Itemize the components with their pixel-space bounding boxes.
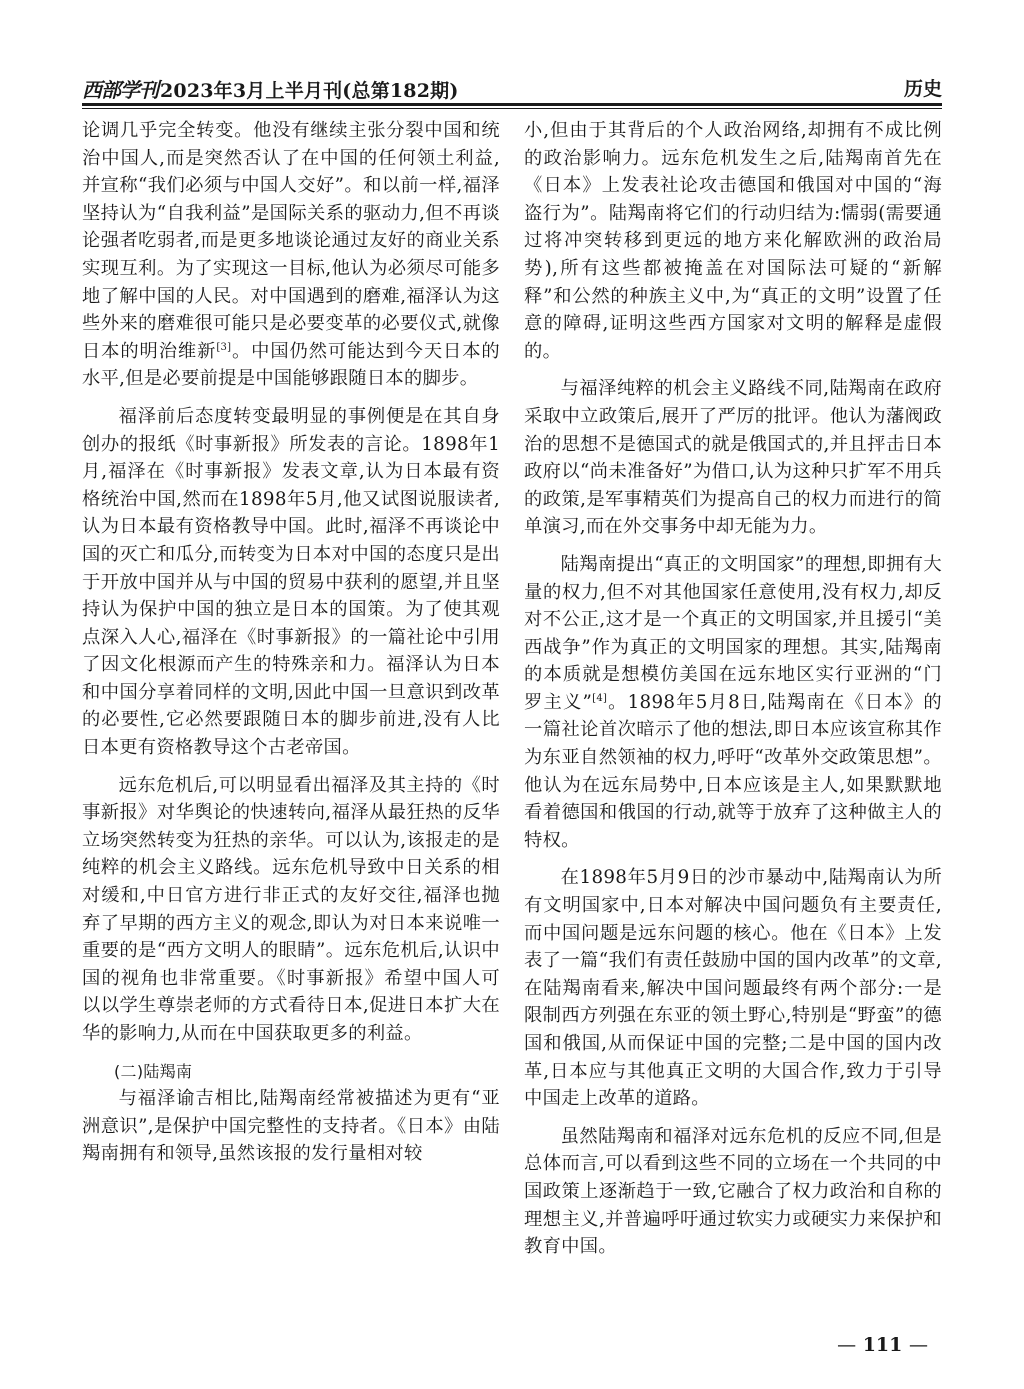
paragraph: 与福泽谕吉相比,陆羯南经常被描述为更有“亚洲意识”,是保护中国完整性的支持者。《日本》由陆羯南拥有和领导,虽然该报的发行量相对较 (82, 1088, 500, 1165)
right-column (524, 117, 942, 1261)
paragraph: 小,但由于其背后的个人政治网络,却拥有不成比例的政治影响力。远东危机发生之后,陆羯南首先在《日本》上发表社论攻击德国和俄国对中国的“海盗行为”。陆羯南将它们的行动归结为:懦弱(需要通过将冲突转移到更远的地方来化解欧洲的政治局势),所有这些都被掩盖在对国际法可疑的“新解释”和公然的种族主义中,为“真正的文明”设置了任意的障碍,证明这些西方国家对文明的解释是虚假的。 (524, 120, 942, 362)
header-rule-thin (82, 108, 942, 109)
paragraph: 在1898年5月9日的沙市暴动中,陆羯南认为所有文明国家中,日本对解决中国问题负有主要责任,而中国问题是远东问题的核心。他在《日本》上发表了一篇“我们有责任鼓励中国的国内改革”的文章,在陆羯南看来,解决中国问题最终有两个部分:一是限制西方列强在东亚的领土野心,特别是“野蛮”的德国和俄国,从而保证中国的完整;二是中国的国内改革,日本应与其他真正文明的大国合作,致力于引导中国走上改革的道路。 (524, 867, 942, 1110)
running-header (82, 68, 942, 108)
left-column (82, 117, 500, 1168)
journal-issue-line (82, 74, 459, 103)
section-title: 历史 (903, 78, 942, 100)
header-rule-thick (82, 103, 942, 106)
paragraph: 论调几乎完全转变。他没有继续主张分裂中国和统治中国人,而是突然否认了在中国的任何领土利益,并宣称“我们必须与中国人交好”。和以前一样,福泽坚持认为“自我利益”是国际关系的驱动力,但不再谈论强者吃弱者,而是更多地谈论通过友好的商业关系实现互利。为了实现这一目标,他认为必须尽可能多地了解中国的人民。对中国遇到的磨难,福泽认为这些外来的磨难很可能只是必要变革的必要仪式,就像日本的明治维新[3]。中国仍然可能达到今天日本的水平,但是必要前提是中国能够跟随日本的脚步。 (82, 120, 500, 390)
page-number: — 111 — (837, 1334, 928, 1356)
paragraph: 福泽前后态度转变最明显的事例便是在其自身创办的报纸《时事新报》所发表的言论。1898年1月,福泽在《时事新报》发表文章,认为日本最有资格统治中国,然而在1898年5月,他又试图说服读者,认为日本最有资格教导中国。此时,福泽不再谈论中国的灭亡和瓜分,而转变为日本对中国的态度只是出于开放中国并从与中国的贸易中获利的愿望,并且坚持认为保护中国的独立是日本的国策。为了使其观点深入人心,福泽在《时事新报》的一篇社论中引用了因文化根源而产生的特殊亲和力。福泽认为日本和中国分享着同样的文明,因此中国一旦意识到改革的必要性,它必然要跟随日本的脚步前进,没有人比日本更有资格教导这个古老帝国。 (82, 405, 500, 759)
paragraph: 与福泽纯粹的机会主义路线不同,陆羯南在政府采取中立政策后,展开了严厉的批评。他认为藩阀政治的思想不是德国式的就是俄国式的,并且抨击日本政府以“尚未准备好”为借口,认为这种只扩军不用兵的政策,是军事精英们为提高自己的权力而进行的简单演习,而在外交事务中却无能为力。 (524, 378, 942, 538)
issue-info: 2023年3月上半月刊(总第182期) (160, 80, 459, 102)
subsection-heading: (二)陆羯南 (114, 1061, 193, 1081)
paragraph: 虽然陆羯南和福泽对远东危机的反应不同,但是总体而言,可以看到这些不同的立场在一个共同的中国政策上逐渐趋于一致,它融合了权力政治和自称的理想主义,并普遍呼吁通过软实力或硬实力来保护和教育中国。 (524, 1125, 942, 1258)
paragraph: 远东危机后,可以明显看出福泽及其主持的《时事新报》对华舆论的快速转向,福泽从最狂热的反华立场突然转变为狂热的亲华。可以认为,该报走的是纯粹的机会主义路线。远东危机导致中日关系的相对缓和,中日官方进行非正式的友好交往,福泽也抛弃了早期的西方主义的观念,即认为对日本来说唯一重要的是“西方文明人的眼睛”。远东危机后,认识中国的视角也非常重要。《时事新报》希望中国人可以以学生尊崇老师的方式看待日本,促进日本扩大在华的影响力,从而在中国获取更多的利益。 (82, 774, 500, 1044)
citation-ref: [3] (216, 341, 232, 353)
paragraph: 陆羯南提出“真正的文明国家”的理想,即拥有大量的权力,但不对其他国家任意使用,没有权力,却反对不公正,这才是一个真正的文明国家,并且援引“美西战争”作为真正的文明国家的理想。其实,陆羯南的本质就是想模仿美国在远东地区实行亚洲的“门罗主义”[4]。1898年5月8日,陆羯南在《日本》的一篇社论首次暗示了他的想法,即日本应该宣称其作为东亚自然领袖的权力,呼吁“改革外交政策思想”。他认为在远东局势中,日本应该是主人,如果默默地看着德国和俄国的行动,就等于放弃了这种做主人的特权。 (524, 553, 942, 851)
citation-ref: [4] (592, 692, 608, 704)
journal-logo: 西部学刊 (82, 78, 158, 102)
